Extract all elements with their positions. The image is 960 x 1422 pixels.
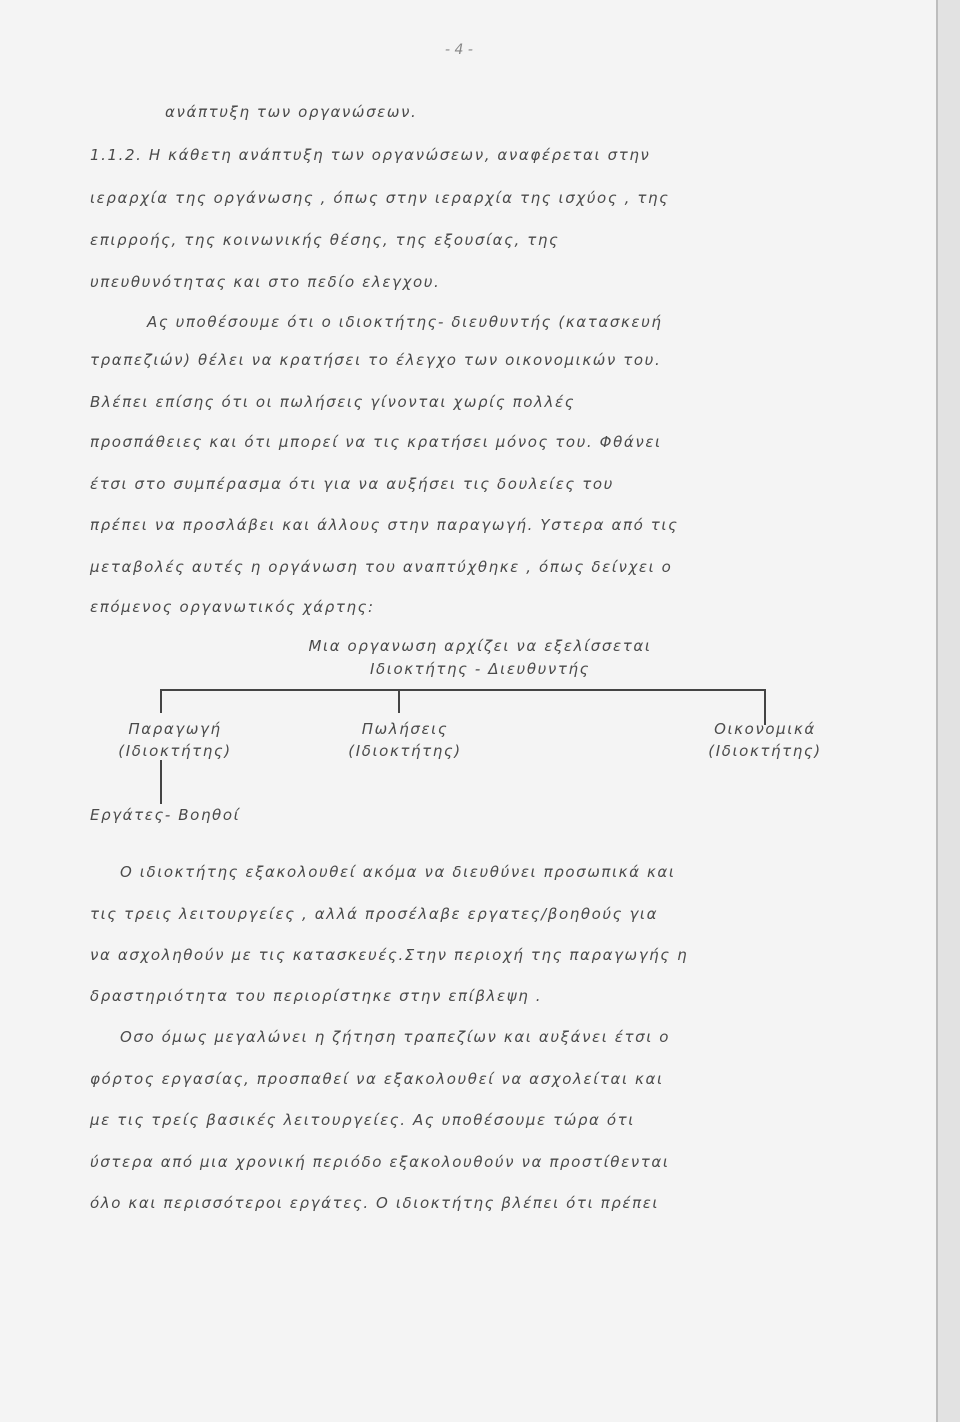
text-line: ανάπτυξη των οργανώσεων. xyxy=(165,103,418,121)
text-line: επόμενος οργανωτικός χάρτης: xyxy=(90,598,375,616)
text-line: έτσι στο συμπέρασμα ότι για να αυξήσει τις δουλείες του xyxy=(90,475,614,493)
text-line: μεταβολές αυτές η οργάνωση του αναπτύχθηκε , όπως δείνχει ο xyxy=(90,558,673,576)
org-node-finance xyxy=(680,718,850,762)
text-line: Οσο όμως μεγαλώνει η ζήτηση τραπεζίων και αυξάνει έτσι ο xyxy=(120,1028,671,1046)
text-line: προσπάθειες και ότι μπορεί να τις κρατήσει μόνος του. Φθάνει xyxy=(90,433,662,451)
org-chart-connector xyxy=(160,760,162,804)
org-node-sub: (Ιδιοκτήτης) xyxy=(708,742,822,760)
org-chart-connector xyxy=(160,689,162,713)
org-chart-title: Μια οργανωση αρχίζει να εξελίσσεται xyxy=(308,637,652,655)
text-line: φόρτος εργασίας, προσπαθεί να εξακολουθεί να ασχολείται και xyxy=(90,1070,664,1088)
org-node-sub: (Ιδιοκτήτης) xyxy=(348,742,462,760)
org-node-sales xyxy=(320,718,490,762)
page-number: - 4 - xyxy=(445,42,473,58)
org-chart-connector xyxy=(398,689,400,713)
text-line: ιεραρχία της οργάνωσης , όπως στην ιεραρχία της ισχύος , της xyxy=(90,189,670,207)
org-node-workers: Εργάτες- Βοηθοί xyxy=(90,806,241,824)
text-line: υπευθυνότητας και στο πεδίο ελεγχου. xyxy=(90,273,441,291)
text-line: Ο ιδιοκτήτης εξακολουθεί ακόμα να διευθύνει προσωπικά και xyxy=(120,863,676,881)
org-chart-top-node: Ιδιοκτήτης - Διευθυντής xyxy=(369,660,591,678)
text-line: Ας υποθέσουμε ότι ο ιδιοκτήτης- διευθυντής (κατασκευή xyxy=(147,313,663,331)
org-node-production xyxy=(90,718,260,762)
text-line: επιρροής, της κοινωνικής θέσης, της εξουσίας, της xyxy=(90,231,560,249)
text-line: τις τρεις λειτουργείες , αλλά προσέλαβε εργατες/βοηθούς για xyxy=(90,905,659,923)
text-line: με τις τρείς βασικές λειτουργείες. Ας υποθέσουμε τώρα ότι xyxy=(90,1111,635,1129)
text-line: να ασχοληθούν με τις κατασκευές.Στην περιοχή της παραγωγής η xyxy=(90,946,689,964)
org-node-label: Παραγωγή xyxy=(128,720,222,738)
text-line: δραστηριότητα του περιορίστηκε στην επίβλεψη . xyxy=(90,987,543,1005)
org-chart-connector xyxy=(160,689,766,691)
page-edge xyxy=(938,0,960,1422)
org-node-label: Οικονομικά xyxy=(714,720,816,738)
text-line: τραπεζιών) θέλει να κρατήσει το έλεγχο των οικονομικών του. xyxy=(90,351,662,369)
org-node-sub: (Ιδιοκτήτης) xyxy=(118,742,232,760)
text-line: πρέπει να προσλάβει και άλλους στην παραγωγή. Υστερα από τις xyxy=(90,516,679,534)
text-line: όλο και περισσότεροι εργάτες. Ο ιδιοκτήτης βλέπει ότι πρέπει xyxy=(90,1194,660,1212)
text-line: Βλέπει επίσης ότι οι πωλήσεις γίνονται χωρίς πολλές xyxy=(90,393,576,411)
section-heading-line: 1.1.2. Η κάθετη ανάπτυξη των οργανώσεων, αναφέρεται στην xyxy=(90,146,651,164)
org-node-label: Πωλήσεις xyxy=(361,720,449,738)
text-line: ύστερα από μια χρονική περιόδο εξακολουθούν να προστίθενται xyxy=(90,1153,670,1171)
